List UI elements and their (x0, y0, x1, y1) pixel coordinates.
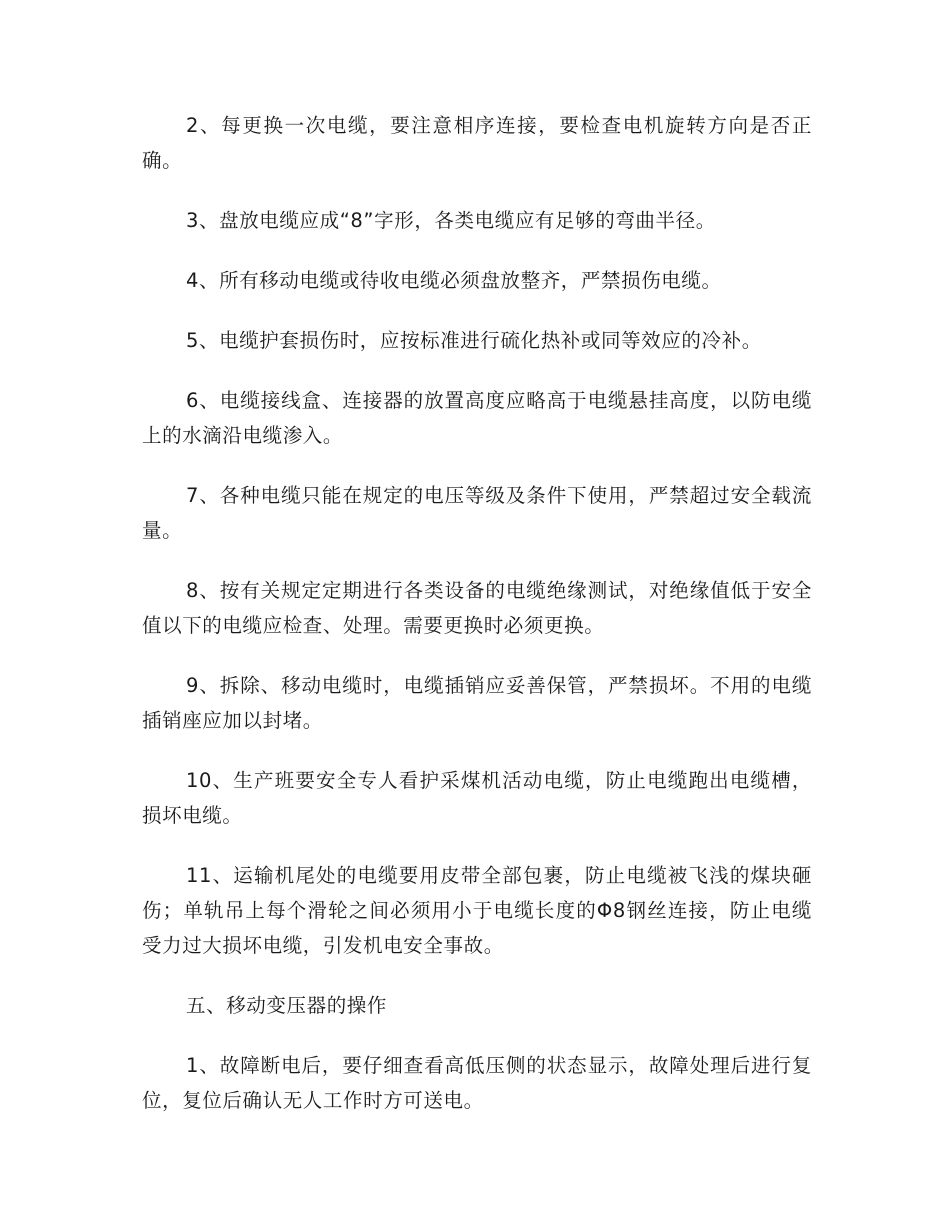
paragraph-item-6: 6、电缆接线盒、连接器的放置高度应略高于电缆悬挂高度，以防电缆上的水滴沿电缆渗入。 (142, 389, 812, 447)
paragraph-item-5: 5、电缆护套损伤时，应按标准进行硫化热补或同等效应的冷补。 (186, 329, 762, 352)
section-heading: 五、移动变压器的操作 (186, 994, 388, 1017)
paragraph-item-8: 8、按有关规定定期进行各类设备的电缆绝缘测试，对绝缘值低于安全值以下的电缆应检查、处理。需要更换时必须更换。 (142, 579, 812, 637)
paragraph-item-4: 4、所有移动电缆或待收电缆必须盘放整齐，严禁损伤电缆。 (186, 269, 722, 292)
paragraph-item-7: 7、各种电缆只能在规定的电压等级及条件下使用，严禁超过安全载流量。 (142, 484, 812, 542)
paragraph-item-1: 1、故障断电后，要仔细查看高低压侧的状态显示，故障处理后进行复位，复位后确认无人工作时方可送电。 (142, 1054, 812, 1112)
paragraph-item-11: 11、运输机尾处的电缆要用皮带全部包裹，防止电缆被飞浅的煤块砸伤；单轨吊上每个滑轮之间必须用小于电缆长度的Φ8钢丝连接，防止电缆受力过大损坏电缆，引发机电安全事故。 (142, 864, 812, 957)
paragraph-item-2: 2、每更换一次电缆，要注意相序连接，要检查电机旋转方向是否正确。 (142, 114, 812, 172)
document-body (142, 108, 812, 1143)
paragraph-item-10: 10、生产班要安全专人看护采煤机活动电缆，防止电缆跑出电缆槽，损坏电缆。 (142, 769, 812, 827)
paragraph-item-9: 9、拆除、移动电缆时，电缆插销应妥善保管，严禁损坏。不用的电缆插销座应加以封堵。 (142, 674, 812, 732)
paragraph-item-3: 3、盘放电缆应成“8”字形，各类电缆应有足够的弯曲半径。 (186, 209, 716, 232)
